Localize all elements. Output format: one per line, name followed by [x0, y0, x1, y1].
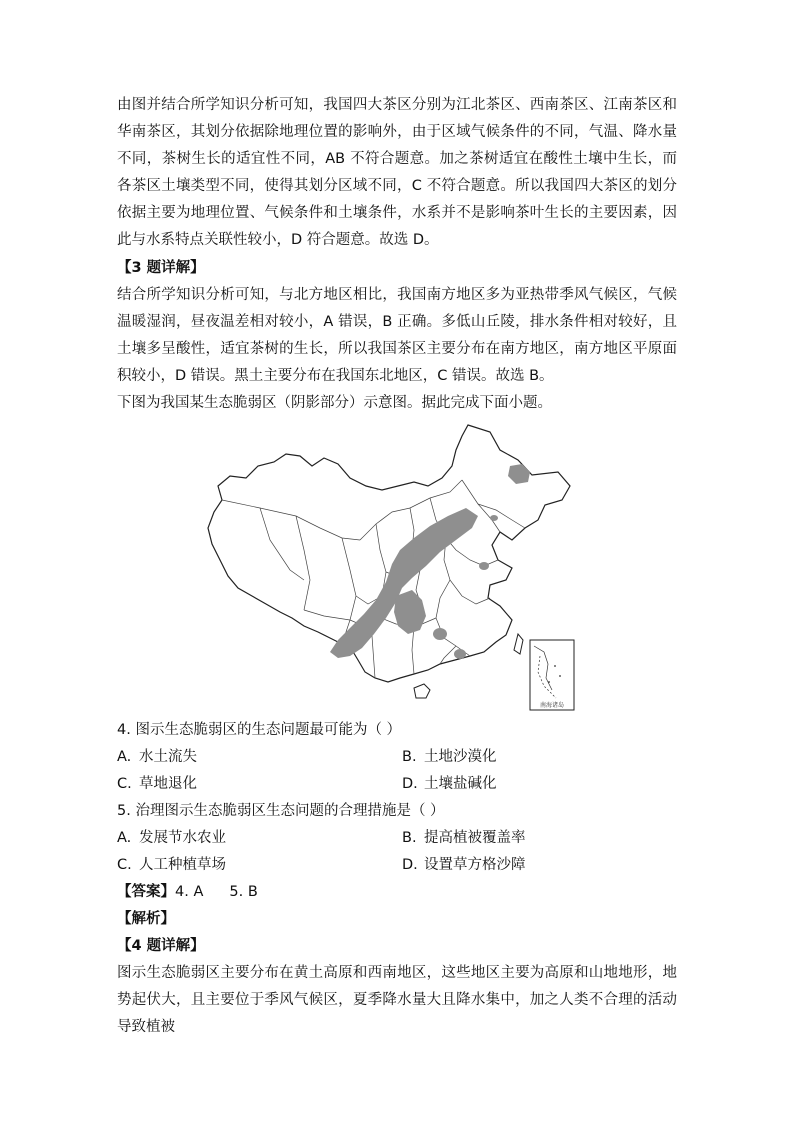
heading-q3-detail: 【3 题详解】	[117, 260, 205, 276]
explanation-paragraph-3: 图示生态脆弱区主要分布在黄土高原和西南地区，这些地区主要为高原和山地地形，地势起伏大，且主要位于季风气候区，夏季降水量大且降水集中，加之人类不合理的活动导致植被	[117, 965, 677, 1035]
loess-southwest-band	[330, 508, 478, 658]
inset-label: 南海诸岛	[539, 702, 565, 709]
answer-4: 4. A	[175, 884, 204, 900]
q5-stem: 5. 治理图示生态脆弱区生态问题的合理措施是（ ）	[117, 803, 445, 819]
q4-option-a: A. 水土流失	[117, 749, 197, 765]
q4-option-c: C. 草地退化	[117, 776, 197, 792]
hunan-patch	[433, 628, 447, 640]
heading-q4-detail: 【4 题详解】	[117, 938, 205, 954]
south-china-sea-inset	[530, 640, 574, 710]
q5-option-d: D. 设置草方格沙障	[402, 857, 526, 873]
taiwan-island	[514, 634, 523, 654]
china-map-figure	[200, 420, 580, 715]
explanation-paragraph-1: 由图并结合所学知识分析可知，我国四大茶区分别为江北茶区、西南茶区、江南茶区和华南茶区，其划分依据除地理位置的影响外，由于区域气候条件的不同，气温、降水量不同，茶树生长的适宜性不同，AB 不符合题意。加之茶树适宜在酸性土壤中生长，而各茶区土壤类型不同，使得其划分区域不同，C 不符合题意。所以我国四大茶区的划分依据主要为地理位置、气候条件和土壤条件，水系并不是影响茶叶生长的主要因素，因此与水系特点关联性较小，D 符合题意。故选 D。	[117, 97, 677, 248]
province-boundaries	[222, 480, 525, 678]
southwest-karst-patch	[394, 590, 426, 634]
q5-option-c: C. 人工种植草场	[117, 857, 226, 873]
q4-option-d: D. 土壤盐碱化	[402, 776, 497, 792]
q5-option-a: A. 发展节水农业	[117, 830, 226, 846]
analysis-label: 【解析】	[117, 911, 175, 927]
answer-5: 5. B	[229, 884, 258, 900]
china-map-svg	[200, 420, 580, 715]
shandong-dot	[479, 562, 489, 570]
answer-label: 【答案】	[117, 884, 175, 900]
map-intro: 下图为我国某生态脆弱区（阴影部分）示意图。据此完成下面小题。	[117, 395, 552, 411]
answer-line	[117, 879, 258, 906]
guangxi-patch	[454, 649, 466, 659]
hainan-island	[414, 684, 430, 698]
northeast-patch	[508, 464, 530, 484]
q5-option-b: B. 提高植被覆盖率	[402, 830, 526, 846]
q4-stem: 4. 图示生态脆弱区的生态问题最可能为（ ）	[117, 722, 402, 738]
explanation-paragraph-2: 结合所学知识分析可知，与北方地区相比，我国南方地区多为亚热带季风气候区，气候温暖湿润，昼夜温差相对较小，A 错误，B 正确。多低山丘陵，排水条件相对较好，且土壤多呈酸性，适宜茶树的生长，所以我国茶区主要分布在南方地区，南方地区平原面积较小，D 错误。黑土主要分布在我国东北地区，C 错误。故选 B。	[117, 287, 677, 384]
north-china-dot	[490, 515, 498, 521]
q4-option-b: B. 土地沙漠化	[402, 749, 497, 765]
